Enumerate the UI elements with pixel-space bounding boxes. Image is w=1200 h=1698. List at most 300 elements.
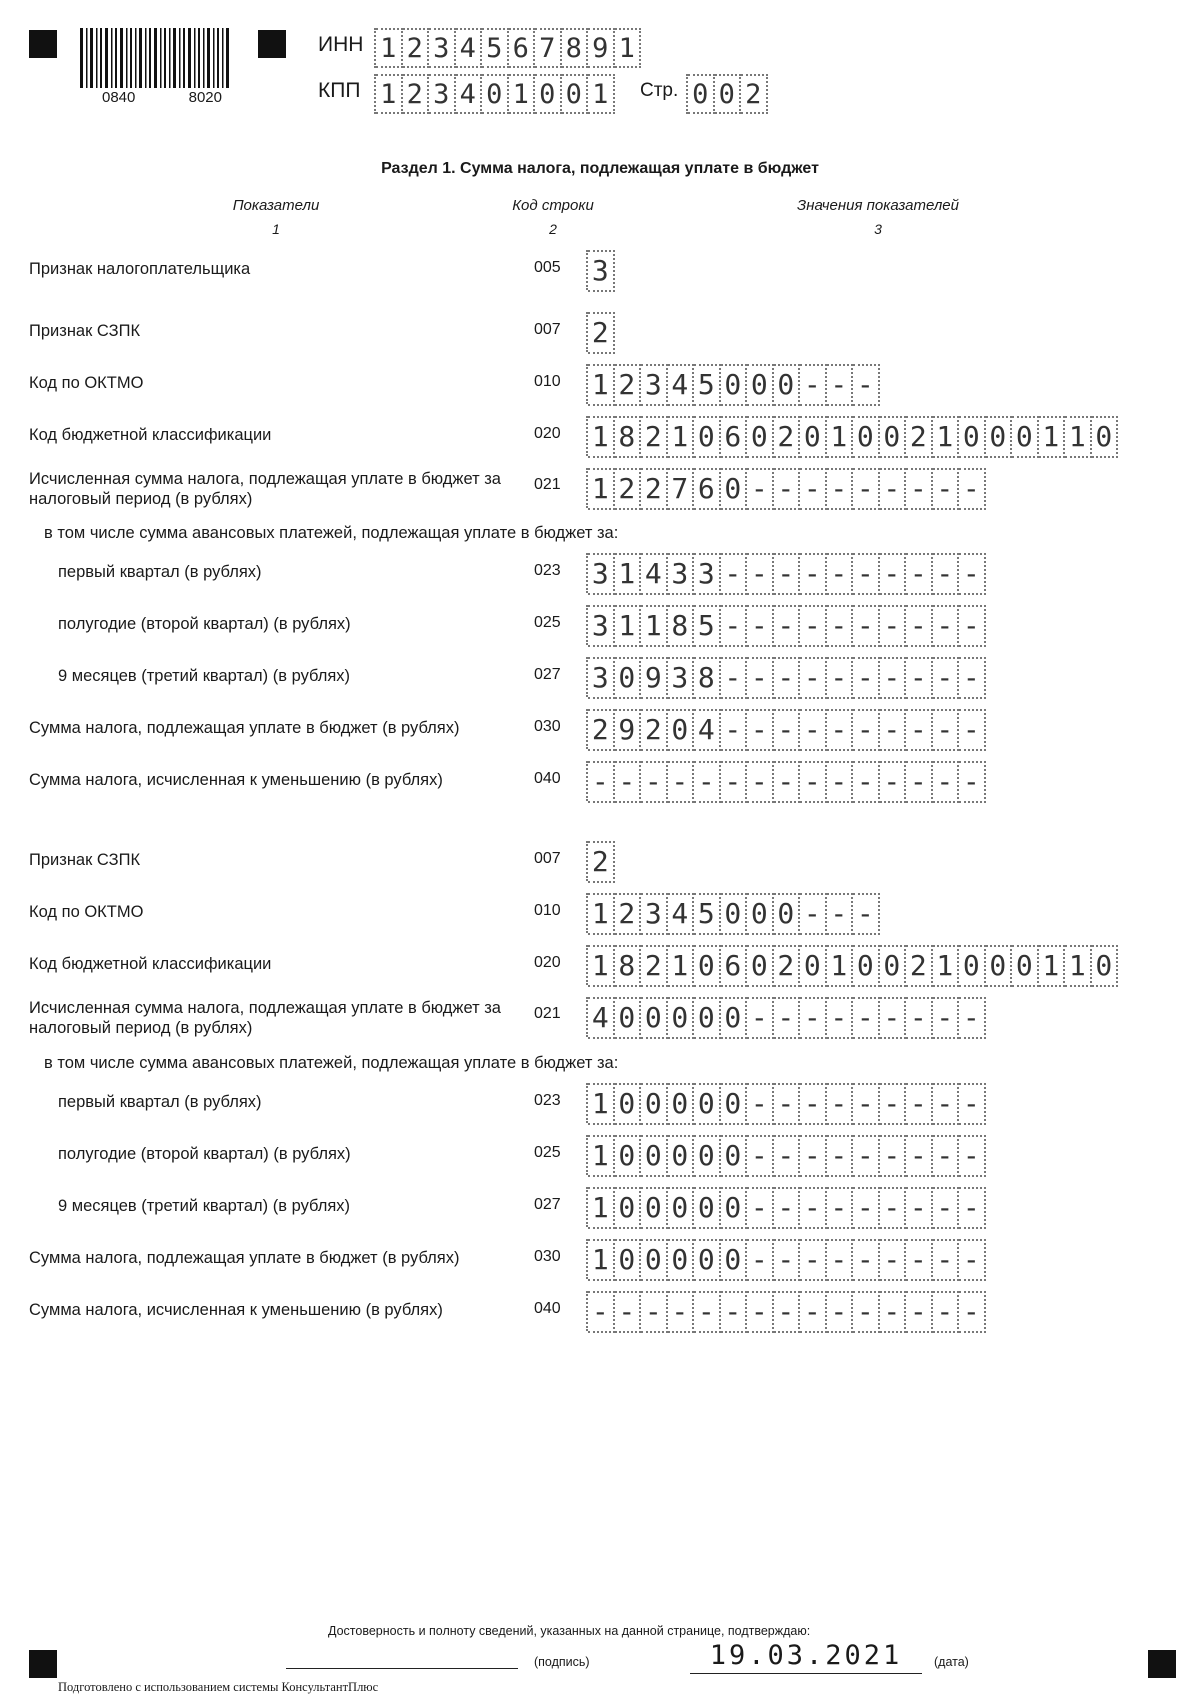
cell: 6 [509, 28, 536, 68]
cell: - [827, 997, 854, 1039]
cell: 0 [747, 893, 774, 935]
cell: 5 [694, 605, 721, 647]
cell: 3 [429, 74, 456, 114]
cell: 4 [668, 893, 695, 935]
row-label-tax-payable: Сумма налога, подлежащая уплате в бюджет (в рублях) [29, 719, 460, 737]
cell: - [774, 1083, 801, 1125]
row-label-tax-reduction: Сумма налога, исчисленная к уменьшению (в рублях) [29, 1301, 443, 1319]
field-007-szpk-sign[interactable] [586, 841, 615, 881]
cell: - [588, 761, 615, 803]
cell: - [853, 657, 880, 699]
cell: 8 [615, 945, 642, 987]
cell: - [827, 605, 854, 647]
cell: - [800, 553, 827, 595]
cell: - [906, 1239, 933, 1281]
cell: 0 [1092, 945, 1119, 987]
cell: 0 [668, 1187, 695, 1229]
date-field[interactable]: 19.03.2021 [690, 1640, 922, 1674]
cell: 1 [588, 74, 615, 114]
cell: - [853, 1239, 880, 1281]
cell: - [933, 468, 960, 510]
cell: - [827, 1187, 854, 1229]
kpp-field[interactable] [374, 74, 615, 114]
cell: 0 [615, 1187, 642, 1229]
barcode-numbers [102, 89, 222, 106]
cell: 0 [774, 364, 801, 406]
cell: - [827, 468, 854, 510]
row-label-kbk: Код бюджетной классификации [29, 426, 272, 444]
cell: - [615, 1291, 642, 1333]
row-label-oktmo: Код по ОКТМО [29, 903, 144, 921]
cell: - [906, 1083, 933, 1125]
field-020-kbk[interactable] [586, 945, 1118, 985]
cell: 6 [721, 416, 748, 458]
cell: - [747, 1187, 774, 1229]
field-025-half-year[interactable] [586, 605, 986, 645]
field-021-calculated-tax[interactable] [586, 997, 986, 1037]
row-label-taxpayer-sign: Признак налогоплательщика [29, 260, 251, 278]
column-num-1: 1 [272, 221, 280, 237]
cell: - [827, 1135, 854, 1177]
cell: 4 [456, 74, 483, 114]
cell: - [827, 1291, 854, 1333]
cell: - [959, 1187, 986, 1229]
cell: 0 [668, 1083, 695, 1125]
cell: 2 [615, 893, 642, 935]
field-030-tax-payable[interactable] [586, 709, 986, 749]
cell: - [853, 605, 880, 647]
cell: 0 [721, 1083, 748, 1125]
cell: 0 [721, 468, 748, 510]
row-code-010: 010 [534, 373, 561, 390]
cell: - [827, 657, 854, 699]
page-number-field[interactable] [686, 74, 768, 114]
cell: 0 [1012, 416, 1039, 458]
cell: 0 [641, 1187, 668, 1229]
cell: - [880, 1187, 907, 1229]
cell: 2 [588, 841, 615, 883]
cell: - [774, 657, 801, 699]
cell: 4 [641, 553, 668, 595]
row-code-023: 023 [534, 562, 561, 579]
cell: - [880, 761, 907, 803]
cell: 2 [588, 312, 615, 354]
row-label-calculated-tax: Исчисленная сумма налога, подлежащая уплате в бюджет за налоговый период (в рублях) [29, 470, 501, 508]
inn-label: ИНН [318, 33, 364, 56]
cell: - [774, 1187, 801, 1229]
row-code-010: 010 [534, 902, 561, 919]
cell: - [959, 468, 986, 510]
cell: - [747, 1291, 774, 1333]
cell: 1 [376, 28, 403, 68]
cell: - [800, 1083, 827, 1125]
cell: 5 [694, 364, 721, 406]
cell: 0 [562, 74, 589, 114]
cell: - [800, 657, 827, 699]
cell: - [747, 1135, 774, 1177]
field-040-tax-reduction[interactable] [586, 761, 986, 801]
cell: 5 [482, 28, 509, 68]
row-code-040: 040 [534, 770, 561, 787]
cell: - [747, 1239, 774, 1281]
row-code-021: 021 [534, 1005, 561, 1022]
cell: 9 [615, 709, 642, 751]
cell: 0 [774, 893, 801, 935]
cell: 1 [588, 1135, 615, 1177]
confirmation-text: Достоверность и полноту сведений, указанных на данной странице, подтверждаю: [328, 1624, 811, 1638]
field-020-kbk[interactable] [586, 416, 1118, 456]
cell: 0 [800, 416, 827, 458]
cell: - [933, 997, 960, 1039]
advance-payments-heading: в том числе сумма авансовых платежей, подлежащая уплате в бюджет за: [44, 524, 619, 542]
cell: - [800, 605, 827, 647]
row-code-030: 030 [534, 718, 561, 735]
field-005-taxpayer-sign[interactable] [586, 250, 615, 290]
cell: - [615, 761, 642, 803]
cell: 1 [827, 945, 854, 987]
cell: 0 [615, 1135, 642, 1177]
cell: - [853, 997, 880, 1039]
cell: - [880, 1083, 907, 1125]
cell: - [853, 1083, 880, 1125]
cell: 2 [906, 416, 933, 458]
cell: - [800, 893, 827, 935]
cell: - [827, 709, 854, 751]
cell: 0 [959, 945, 986, 987]
cell: 1 [588, 1083, 615, 1125]
cell: 1 [641, 605, 668, 647]
row-label-oktmo: Код по ОКТМО [29, 374, 144, 392]
cell: 0 [694, 997, 721, 1039]
row-label-half-year: полугодие (второй квартал) (в рублях) [58, 615, 351, 633]
cell: 8 [562, 28, 589, 68]
date-caption: (дата) [934, 1655, 969, 1669]
cell: - [853, 709, 880, 751]
cell: 3 [588, 553, 615, 595]
cell: 0 [535, 74, 562, 114]
column-num-3: 3 [874, 221, 882, 237]
cell: 1 [827, 416, 854, 458]
cell: - [800, 1135, 827, 1177]
cell: - [933, 1239, 960, 1281]
cell: 0 [694, 945, 721, 987]
field-030-tax-payable[interactable] [586, 1239, 986, 1279]
cell: 0 [694, 1187, 721, 1229]
row-code-030: 030 [534, 1248, 561, 1265]
field-023-q1[interactable] [586, 553, 986, 593]
cell: - [721, 709, 748, 751]
cell: - [959, 1291, 986, 1333]
cell: - [774, 468, 801, 510]
cell: - [747, 1083, 774, 1125]
cell: - [800, 468, 827, 510]
row-code-025: 025 [534, 614, 561, 631]
cell: 2 [774, 945, 801, 987]
cell: 0 [880, 945, 907, 987]
row-code-005: 005 [534, 259, 561, 276]
field-027-nine-months[interactable] [586, 1187, 986, 1227]
cell: 2 [906, 945, 933, 987]
cell: 0 [721, 1187, 748, 1229]
cell: - [906, 1291, 933, 1333]
row-code-027: 027 [534, 666, 561, 683]
cell: 1 [668, 416, 695, 458]
cell: - [880, 1135, 907, 1177]
cell: 3 [588, 657, 615, 699]
cell: 0 [641, 1239, 668, 1281]
cell: - [721, 1291, 748, 1333]
cell: - [853, 1187, 880, 1229]
cell: - [880, 553, 907, 595]
cell: - [880, 468, 907, 510]
cell: 3 [588, 605, 615, 647]
cell: 0 [615, 1083, 642, 1125]
row-code-025: 025 [534, 1144, 561, 1161]
cell: 3 [668, 553, 695, 595]
cell: 0 [668, 1239, 695, 1281]
cell: 1 [1039, 416, 1066, 458]
cell: 0 [694, 416, 721, 458]
cell: 8 [668, 605, 695, 647]
cell: 8 [615, 416, 642, 458]
cell: 1 [588, 893, 615, 935]
cell: 1 [1065, 416, 1092, 458]
field-027-nine-months[interactable] [586, 657, 986, 697]
cell: 0 [747, 364, 774, 406]
cell: 0 [853, 945, 880, 987]
field-040-tax-reduction[interactable] [586, 1291, 986, 1331]
cell: - [880, 997, 907, 1039]
cell: 0 [482, 74, 509, 114]
field-025-half-year[interactable] [586, 1135, 986, 1175]
cell: 0 [721, 893, 748, 935]
cell: - [906, 1187, 933, 1229]
signature-field[interactable] [286, 1668, 518, 1669]
cell: 0 [721, 1135, 748, 1177]
row-label-nine-months: 9 месяцев (третий квартал) (в рублях) [58, 1197, 351, 1215]
registration-marker-bottom-left [29, 1650, 57, 1678]
cell: 0 [641, 997, 668, 1039]
cell: - [721, 761, 748, 803]
cell: 2 [641, 945, 668, 987]
cell: 0 [641, 1083, 668, 1125]
cell: 4 [694, 709, 721, 751]
cell: 2 [588, 709, 615, 751]
cell: - [747, 605, 774, 647]
cell: 1 [933, 945, 960, 987]
cell: - [694, 1291, 721, 1333]
cell: 2 [641, 468, 668, 510]
advance-payments-heading: в том числе сумма авансовых платежей, подлежащая уплате в бюджет за: [44, 1054, 619, 1072]
column-head-values: Значения показателей [796, 197, 959, 214]
cell: 0 [1092, 416, 1119, 458]
field-010-oktmo[interactable] [586, 893, 880, 933]
cell: - [853, 553, 880, 595]
cell: 0 [668, 997, 695, 1039]
cell: - [933, 553, 960, 595]
cell: - [906, 997, 933, 1039]
cell: - [959, 605, 986, 647]
cell: - [880, 709, 907, 751]
cell: 0 [986, 416, 1013, 458]
cell: - [747, 657, 774, 699]
cell: 2 [641, 416, 668, 458]
cell: - [774, 709, 801, 751]
cell: 2 [403, 28, 430, 68]
cell: 0 [668, 709, 695, 751]
cell: 4 [588, 997, 615, 1039]
barcode [80, 28, 230, 88]
cell: 1 [933, 416, 960, 458]
row-code-020: 020 [534, 954, 561, 971]
cell: 0 [694, 1135, 721, 1177]
cell: 1 [588, 364, 615, 406]
cell: 2 [774, 416, 801, 458]
row-label-kbk: Код бюджетной классификации [29, 955, 272, 973]
field-010-oktmo[interactable] [586, 364, 880, 404]
cell: - [800, 997, 827, 1039]
cell: - [959, 761, 986, 803]
cell: - [959, 1083, 986, 1125]
cell: 0 [959, 416, 986, 458]
cell: - [880, 1239, 907, 1281]
cell: 0 [615, 997, 642, 1039]
cell: - [906, 1135, 933, 1177]
cell: 0 [721, 1239, 748, 1281]
cell: - [774, 553, 801, 595]
cell: 1 [615, 553, 642, 595]
barcode-right-number: 8020 [188, 89, 222, 106]
cell: 1 [588, 945, 615, 987]
row-label-tax-payable: Сумма налога, подлежащая уплате в бюджет (в рублях) [29, 1249, 460, 1267]
cell: - [800, 1291, 827, 1333]
cell: - [747, 709, 774, 751]
cell: 0 [747, 945, 774, 987]
cell: - [774, 1239, 801, 1281]
cell: 1 [588, 1187, 615, 1229]
cell: 1 [588, 416, 615, 458]
cell: 1 [615, 28, 642, 68]
row-label-nine-months: 9 месяцев (третий квартал) (в рублях) [58, 667, 351, 685]
row-code-040: 040 [534, 1300, 561, 1317]
cell: 4 [456, 28, 483, 68]
cell: - [959, 1239, 986, 1281]
cell: 0 [800, 945, 827, 987]
cell: - [800, 761, 827, 803]
cell: 0 [880, 416, 907, 458]
signature-caption: (подпись) [534, 1655, 590, 1669]
cell: - [933, 1187, 960, 1229]
cell: 7 [535, 28, 562, 68]
cell: 3 [429, 28, 456, 68]
row-label-tax-reduction: Сумма налога, исчисленная к уменьшению (в рублях) [29, 771, 443, 789]
cell: - [933, 709, 960, 751]
cell: 1 [509, 74, 536, 114]
cell: - [774, 1135, 801, 1177]
cell: - [694, 761, 721, 803]
cell: 6 [721, 945, 748, 987]
field-007-szpk-sign[interactable] [586, 312, 615, 352]
cell: - [959, 553, 986, 595]
cell: - [827, 364, 854, 406]
cell: 0 [715, 74, 742, 114]
cell: - [853, 468, 880, 510]
cell: 7 [668, 468, 695, 510]
registration-marker-bottom-right [1148, 1650, 1176, 1678]
cell: 1 [588, 1239, 615, 1281]
cell: 2 [403, 74, 430, 114]
cell: 3 [641, 893, 668, 935]
cell: - [827, 1083, 854, 1125]
cell: - [853, 1291, 880, 1333]
cell: - [774, 1291, 801, 1333]
cell: - [800, 1239, 827, 1281]
cell: - [906, 761, 933, 803]
cell: 4 [668, 364, 695, 406]
cell: - [721, 657, 748, 699]
cell: - [880, 605, 907, 647]
cell: - [906, 553, 933, 595]
cell: - [906, 657, 933, 699]
cell: 9 [641, 657, 668, 699]
cell: 3 [668, 657, 695, 699]
cell: - [933, 657, 960, 699]
cell: 0 [668, 1135, 695, 1177]
registration-marker-top-left [29, 30, 57, 58]
row-code-021: 021 [534, 476, 561, 493]
cell: 0 [853, 416, 880, 458]
cell: 1 [615, 605, 642, 647]
cell: - [747, 997, 774, 1039]
cell: - [721, 605, 748, 647]
cell: - [959, 1135, 986, 1177]
cell: - [774, 605, 801, 647]
cell: - [774, 761, 801, 803]
cell: - [668, 761, 695, 803]
cell: - [668, 1291, 695, 1333]
column-head-line-code: Код строки [512, 197, 594, 214]
cell: - [588, 1291, 615, 1333]
cell: 3 [641, 364, 668, 406]
inn-field[interactable] [374, 28, 641, 68]
cell: 8 [694, 657, 721, 699]
row-label-q1: первый квартал (в рублях) [58, 1093, 262, 1111]
cell: 1 [1039, 945, 1066, 987]
cell: - [747, 761, 774, 803]
row-label-szpk-sign: Признак СЗПК [29, 851, 141, 869]
cell: 1 [376, 74, 403, 114]
cell: - [880, 657, 907, 699]
cell: - [906, 605, 933, 647]
cell: 0 [688, 74, 715, 114]
column-num-2: 2 [549, 221, 557, 237]
cell: - [800, 1187, 827, 1229]
field-021-calculated-tax[interactable] [586, 468, 986, 508]
row-label-q1: первый квартал (в рублях) [58, 563, 262, 581]
cell: 2 [741, 74, 768, 114]
cell: - [800, 364, 827, 406]
cell: 1 [1065, 945, 1092, 987]
cell: - [747, 468, 774, 510]
cell: 2 [615, 364, 642, 406]
cell: - [933, 1291, 960, 1333]
cell: 1 [668, 945, 695, 987]
cell: 2 [615, 468, 642, 510]
field-023-q1[interactable] [586, 1083, 986, 1123]
cell: - [747, 553, 774, 595]
cell: - [933, 605, 960, 647]
cell: 6 [694, 468, 721, 510]
